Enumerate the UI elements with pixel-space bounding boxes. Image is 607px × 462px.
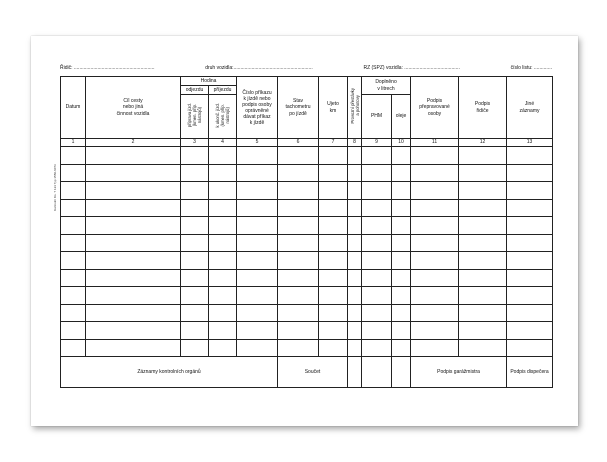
header-arrival-detail: k ukonč. jízd. (kmen. příp. nástrojů)	[215, 103, 230, 128]
col-number: 6	[278, 139, 319, 147]
vehicle-type-field[interactable]: druh vozidla:.........................................................	[205, 65, 313, 71]
header-driver-signature: Podpis řidiče	[459, 77, 507, 139]
header-fuel: PHM	[362, 95, 392, 139]
col-number: 4	[209, 139, 237, 147]
col-number: 1	[61, 139, 86, 147]
col-number: 11	[411, 139, 459, 147]
driver-field[interactable]: Řidič: ..........................................................	[60, 65, 155, 71]
header-departure: odjezdu	[181, 86, 209, 95]
sheet-number-field[interactable]: číslo listu: .............	[510, 65, 552, 71]
header-other: Jiné záznamy	[507, 77, 553, 139]
header-departure-detail: příprava jízd. (kmen. příp. nástrojů)	[187, 103, 202, 128]
control-records[interactable]: Záznamy kontrolních orgánů	[61, 357, 278, 388]
table-row	[61, 339, 553, 357]
header-oil: oleje	[392, 95, 411, 139]
col-number: 13	[507, 139, 553, 147]
garage-signature[interactable]: Podpis garážmistra	[411, 357, 507, 388]
sum-cell[interactable]: Součet	[278, 357, 348, 388]
table-row	[61, 217, 553, 235]
header-km: Ujeto km	[319, 77, 348, 139]
table-row	[61, 147, 553, 165]
header-destination: Cíl cesty nebo jiná činnost vozidla	[86, 77, 181, 139]
side-code: Kontrolní čís. T 123 Typ 1550-6073	[53, 164, 57, 211]
col-number: 5	[237, 139, 278, 147]
logbook-sheet	[31, 36, 578, 426]
table-row	[61, 287, 553, 305]
header-arrival: příjezdu	[209, 86, 237, 95]
header-hour: Hodina	[181, 77, 237, 86]
col-number: 9	[362, 139, 392, 147]
header-transported: Podpis přepravované osoby	[411, 77, 459, 139]
header-tachometer: Stav tachometru po jízdě	[278, 77, 319, 139]
col-number: 12	[459, 139, 507, 147]
header-order: Číslo příkazu k jízdě nebo podpis osoby oprávněné dávat příkaz k jízdě	[237, 77, 278, 139]
table-row	[61, 234, 553, 252]
col-number: 8	[348, 139, 362, 147]
table-row	[61, 322, 553, 340]
column-number-row	[61, 139, 553, 147]
logbook-table	[60, 76, 553, 388]
table-row	[61, 304, 553, 322]
table-row	[61, 252, 553, 270]
footer-row	[61, 357, 553, 388]
table-row	[61, 182, 553, 200]
col-number: 2	[86, 139, 181, 147]
table-row	[61, 269, 553, 287]
header-pause: Provozní přestávky a pohotovy	[349, 88, 360, 125]
col-number: 10	[392, 139, 411, 147]
table-row	[61, 199, 553, 217]
col-number: 3	[181, 139, 209, 147]
dispatcher-signature[interactable]: Podpis dispečera	[507, 357, 553, 388]
header-refuel: Doplněno v litrech	[362, 77, 411, 95]
header-date: Datum	[61, 77, 86, 139]
table-row	[61, 164, 553, 182]
header-line	[60, 65, 552, 71]
registration-field[interactable]: RZ (SPZ) vozidla: ........................................	[363, 65, 460, 71]
col-number: 7	[319, 139, 348, 147]
